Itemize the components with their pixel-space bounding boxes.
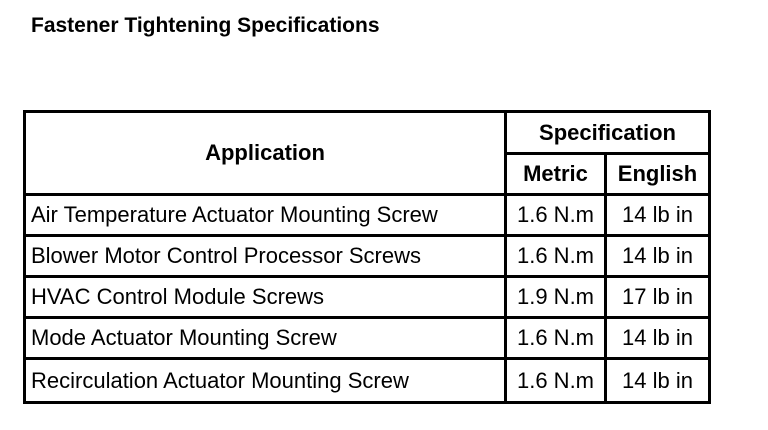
cell-metric: 1.6 N.m <box>507 237 607 278</box>
table-row <box>26 196 708 237</box>
cell-application: Mode Actuator Mounting Screw <box>26 319 507 360</box>
cell-metric: 1.6 N.m <box>507 319 607 360</box>
table-row <box>26 319 708 360</box>
cell-application: Blower Motor Control Processor Screws <box>26 237 507 278</box>
header-english: English <box>607 155 708 196</box>
cell-english: 14 lb in <box>607 196 708 237</box>
header-application: Application <box>26 113 507 196</box>
cell-application: Air Temperature Actuator Mounting Screw <box>26 196 507 237</box>
cell-english: 14 lb in <box>622 367 693 393</box>
header-specification: Specification <box>507 113 708 155</box>
cell-english: 17 lb in <box>607 278 708 319</box>
cell-application: Recirculation Actuator Mounting Screw <box>26 360 507 401</box>
cell-metric: 1.9 N.m <box>507 278 607 319</box>
cell-metric: 1.6 N.m <box>507 196 607 237</box>
table-header-row <box>26 113 708 155</box>
table-row <box>26 237 708 278</box>
table-row <box>26 360 708 401</box>
header-metric: Metric <box>507 155 607 196</box>
cell-metric: 1.6 N.m <box>507 360 607 401</box>
fastener-spec-table <box>23 110 711 404</box>
cell-english: 14 lb in <box>607 237 708 278</box>
document-title: Fastener Tightening Specifications <box>31 14 380 37</box>
cell-application: HVAC Control Module Screws <box>26 278 507 319</box>
table-row <box>26 278 708 319</box>
cell-english: 14 lb in <box>607 319 708 360</box>
